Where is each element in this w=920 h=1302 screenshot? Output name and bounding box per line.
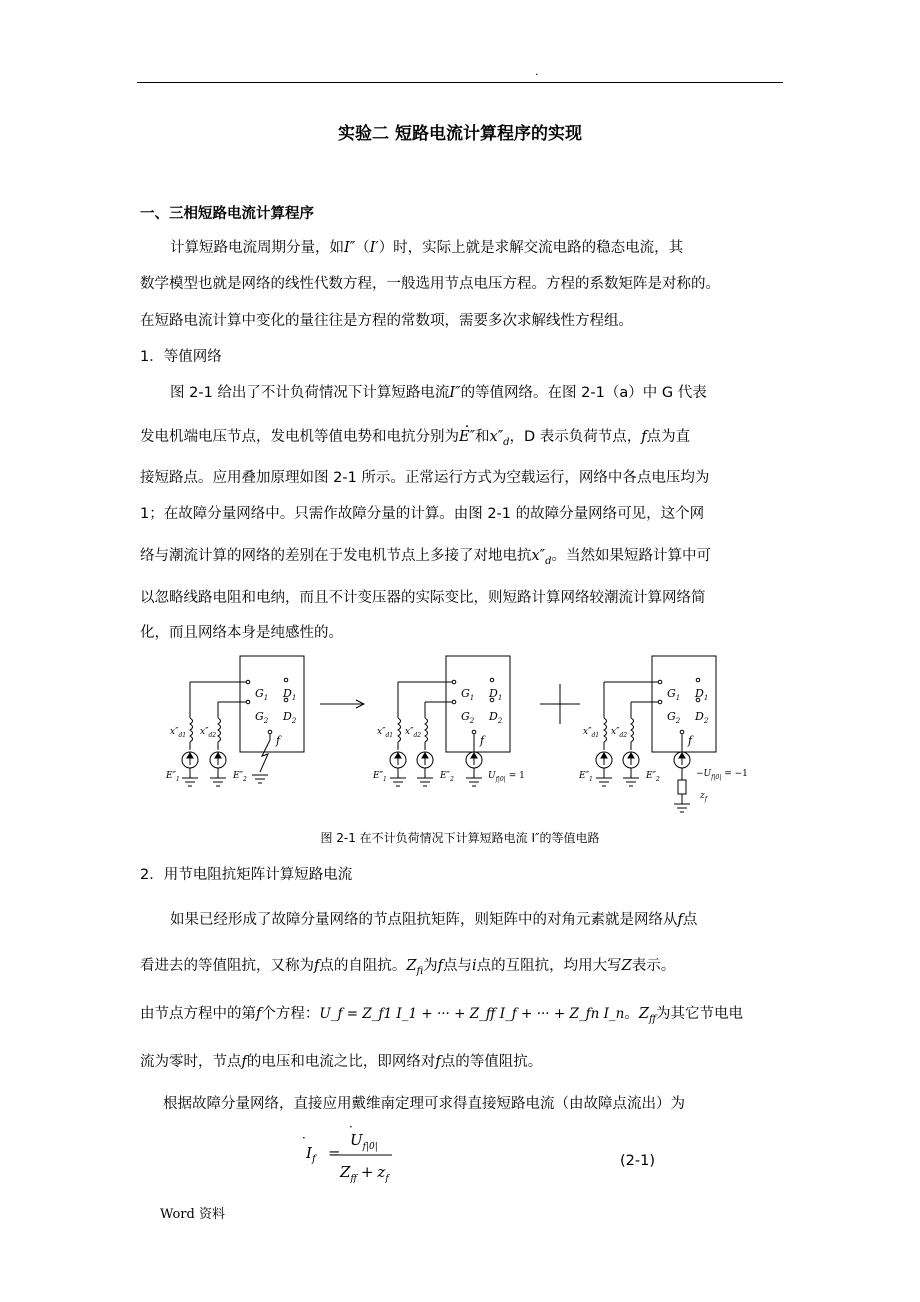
svg-text:D2: $D_2$ (695, 710, 709, 725)
svg-text:−Uf|0|= −1: $-U_{f|0|} = -1$ (696, 769, 748, 781)
svg-text:D1: $D_1$ (695, 687, 709, 702)
paragraph-line: 接短路点。应用叠加原理如图 2-1 所示。正常运行方式为空载运行，网络中各点电压均为 (140, 470, 710, 486)
page-title: 实验二 短路电流计算程序的实现 (338, 124, 582, 144)
subsection-heading: 1．等值网络 (140, 349, 222, 365)
svg-text:f: f (688, 734, 693, 747)
paragraph-line: 在短路电流计算中变化的量往往是方程的常数项，需要多次求解线性方程组。 (140, 313, 633, 329)
svg-text:f: f (276, 734, 281, 747)
svg-text:x″d1: $x''_{d1}$ (583, 727, 600, 739)
svg-text:D1: $D_1$ (283, 687, 297, 702)
svg-text:G1: $G_1$ (667, 687, 681, 702)
paragraph-line: 图 2-1 给出了不计负荷情况下计算短路电流I″的等值网络。在图 2-1（a）中 G 代表 (170, 385, 707, 401)
svg-text:E″2: $E''_2$ (440, 771, 454, 783)
figure-caption: 图 2-1 在不计负荷情况下计算短路电流 I″的等值电路 (320, 831, 600, 845)
paragraph-line: 数学模型也就是网络的线性代数方程，一般选用节点电压方程。方程的系数矩阵是对称的。 (140, 276, 720, 292)
reactance-xd1 (190, 718, 193, 742)
svg-text:x″d2: $x''_{d2}$ (200, 727, 217, 739)
paragraph-line: 流为零时，节点f的电压和电流之比，即网络对f点的等值阻抗。 (140, 1054, 543, 1070)
footer-label: Word 资料 (160, 1207, 225, 1222)
svg-text:E″2: $E''_2$ (646, 771, 660, 783)
formula-2-1 (300, 1120, 720, 1188)
paragraph-line: 1；在故障分量网络中。只需作故障分量的计算。由图 2-1 的故障分量网络可见，这个网 (140, 506, 705, 522)
svg-text:=: = (328, 1144, 341, 1162)
paragraph-line: 化，而且网络本身是纯感性的。 (140, 625, 343, 641)
header-mark: . (535, 65, 539, 78)
short-circuit-bolt (260, 740, 270, 772)
section-heading: 一、三相短路电流计算程序 (140, 206, 314, 222)
svg-text:·: · (349, 1120, 353, 1134)
network-box (240, 656, 304, 752)
svg-text:G1: $G_1$ (461, 687, 475, 702)
equivalent-circuit-figure (160, 650, 760, 825)
svg-text:x″d1: $x''_{d1}$ (170, 727, 187, 739)
paragraph-line: 如果已经形成了故障分量网络的节点阻抗矩阵，则矩阵中的对角元素就是网络从f点 (170, 912, 698, 928)
paragraph-line: 计算短路电流周期分量，如I″（I′）时，实际上就是求解交流电路的稳态电流，其 (170, 240, 684, 256)
svg-text:x″d1: $x''_{d1}$ (377, 727, 394, 739)
svg-text:zf: $z_f$ (700, 791, 707, 803)
subsection-heading: 2．用节电阻抗矩阵计算短路电流 (140, 867, 353, 883)
svg-text:E″1: $E''_1$ (373, 771, 387, 783)
svg-text:·: · (302, 1131, 306, 1145)
formula-numerator: $U_{f|0|}$ (350, 1131, 378, 1152)
reactance-xd2 (218, 718, 221, 742)
svg-text:G1: $G_1$ (255, 687, 269, 702)
svg-text:E″1: $E''_1$ (166, 771, 180, 783)
paragraph-line: 由节点方程中的第f个方程：U_f = Z_f1 I_1 + ··· + Z_ff I_f + ··· + Z_fn I_n。$Z_{ff}$为其它节电电 (140, 1006, 744, 1025)
node-equation: U_f = Z_f1 I_1 + ··· + Z_ff I_f + ··· + Z_fn I_n (319, 1006, 625, 1022)
svg-text:G2: $G_2$ (255, 710, 269, 725)
svg-text:f: f (480, 734, 485, 747)
svg-text:D2: $D_2$ (489, 710, 503, 725)
paragraph-line: 看进去的等值阻抗，又称为f点的自阻抗。$Z_{fi}$为f点与i点的互阻抗，均用大写Z表示。 (140, 958, 676, 977)
impedance-zf (678, 780, 686, 794)
svg-text:G2: $G_2$ (667, 710, 681, 725)
svg-text:E″1: $E''_1$ (579, 771, 593, 783)
paragraph-line: 根据故障分量网络，直接应用戴维南定理可求得直接短路电流（由故障点流出）为 (163, 1096, 685, 1112)
formula-denominator: $Z_{ff} + z_f$ (340, 1163, 389, 1184)
paragraph-line: 发电机端电压节点，发电机等值电势和电抗分别为· E″和$x''_d$，D 表示负荷节点，f点为直 (140, 426, 690, 454)
header-rule (137, 82, 783, 83)
svg-text:Uf|0|= 1: $U_{f|0|} = 1$ (488, 771, 525, 783)
svg-text:x″d2: $x''_{d2}$ (405, 727, 422, 739)
svg-text:x″d2: $x''_{d2}$ (611, 727, 628, 739)
svg-text:G2: $G_2$ (461, 710, 475, 725)
equation-number: (2-1) (620, 1153, 655, 1169)
paragraph-line: 络与潮流计算的网络的差别在于发电机节点上多接了对地电抗$x''_d$。当然如果短路计算中可 (140, 548, 711, 567)
svg-text:D2: $D_2$ (283, 710, 297, 725)
svg-text:E″2: $E''_2$ (233, 771, 247, 783)
formula-lhs: $I_f$ (306, 1144, 316, 1165)
paragraph-line: 以忽略线路电阻和电纳，而且不计变压器的实际变比，则短路计算网络较潮流计算网络简 (140, 590, 706, 606)
svg-text:D1: $D_1$ (489, 687, 503, 702)
